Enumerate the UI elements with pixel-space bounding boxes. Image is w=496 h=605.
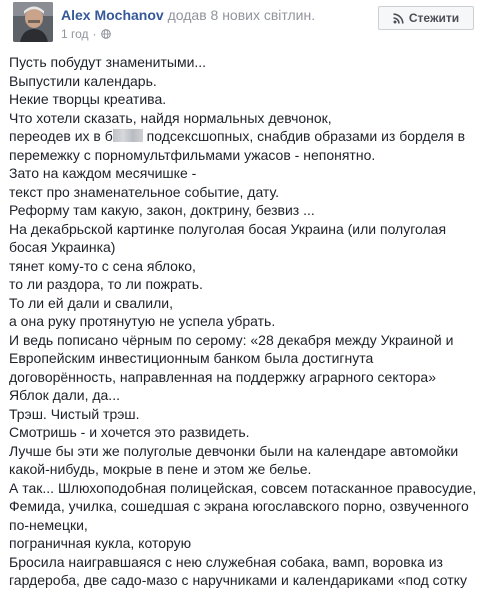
author-name[interactable]: Alex Mochanov [61,7,164,23]
post-line: тянет кому-то с сена яблоко, [9,257,196,274]
redacted-word [113,129,143,142]
post-line: Фемида, училка, сошедшая с экрана югославского порно, озвученного [9,498,469,514]
post-line: Европейским инвестиционным банком была достигнута [9,350,374,366]
post-line: перемежку с порномультфильмами ужасов - непонятно. [9,146,376,163]
avatar-photo [13,2,53,42]
post-line: какой-нибудь, мокрые в пене и этом же белье. [9,461,312,477]
post-text [9,53,479,590]
post-line: А так... Шлюхоподобная полицейская, совсем потасканное правосудие, [9,479,477,496]
post-line: Смотришь - и хочется это развидеть. [9,424,250,440]
follow-button-label: Стежити [408,11,460,25]
post-line: пограничная кукла, которую [9,535,192,551]
post-line-part: подсексшопных, снабдив образами из борделя в [142,128,466,144]
post-line: текст про знаменательное событие, дату. [9,183,279,200]
post-line: Некие творцы креатива. [9,91,167,107]
post-line: босая Украинка) [9,239,116,255]
author-line [61,6,315,24]
post-line: Пусть побудут знаменитыми... [9,54,207,70]
post-line: Зато на каждом месячишке - [9,165,197,181]
avatar[interactable] [13,2,53,42]
follow-button[interactable] [378,6,474,30]
post-line: Лучше бы эти же полуголые девчонки были на календаре автомойки [9,442,459,459]
timestamp[interactable]: 1 год [61,27,89,41]
post-line: Выпустили календарь. [9,72,157,89]
meta-separator: · [92,27,97,41]
post-line: И ведь пописано чёрным по серому: «28 декабря между Украиной и [9,331,454,348]
post-line: гардероба, две садо-мазо с наручниками и календариками «под сотку [9,572,467,588]
post-meta [61,26,111,42]
globe-icon[interactable] [101,29,111,39]
post-line: Бросила наигравшаяся с нею служебная собака, вамп, воровка из [9,553,443,570]
post-line: то ли раздора, то ли пожрать. [9,276,203,292]
post-header [0,0,496,48]
post-line: а она руку протянутую не успела убрать. [9,313,276,329]
post-line-part: переодев их в б [9,128,113,144]
post-line: На декабрьской картинке полуголая босая Украина (или полуголая [9,220,447,237]
post-action-text: додав 8 нових світлин. [167,7,316,23]
rss-icon [393,13,404,24]
post-line: Что хотели сказать, найдя нормальных девчонок, [9,109,332,126]
post-line-redacted [9,127,479,146]
post-line: договорённость, направленная на поддержку аграрного сектора» [9,368,436,385]
post-line: по-немецки, [9,516,88,533]
post-line: Яблок дали, да... [9,387,120,403]
post-line: Реформу там какую, закон, доктрину, безвиз ... [9,202,315,218]
post-line: То ли ей дали и свалили, [9,294,173,311]
post-line: Трэш. Чистый трэш. [9,405,140,422]
